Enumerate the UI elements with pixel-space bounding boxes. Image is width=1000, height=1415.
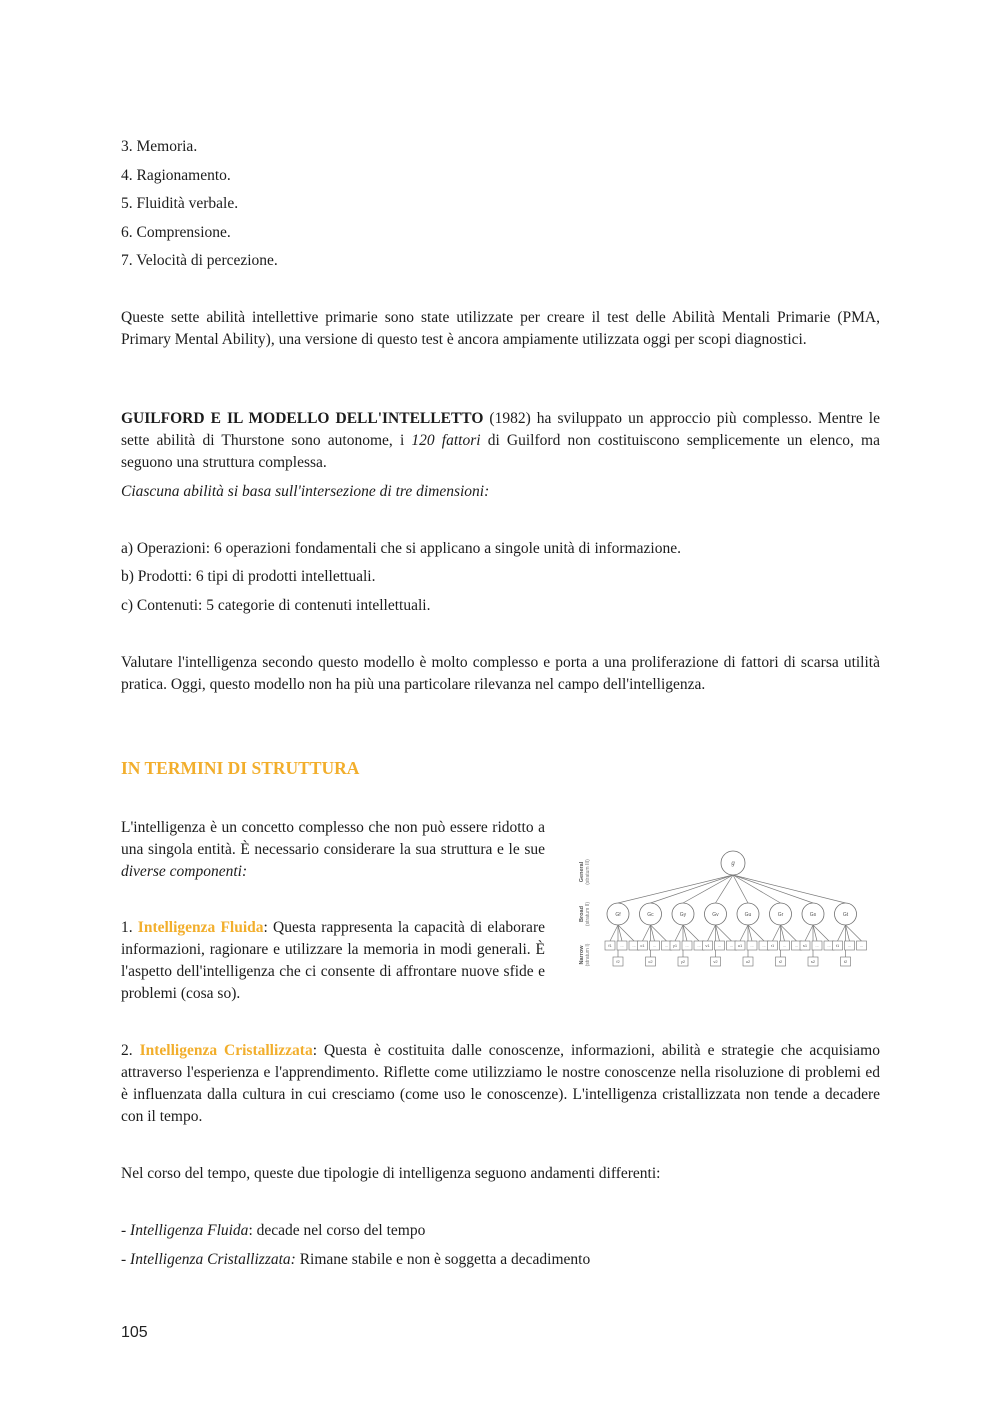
narrow-box-label: f2 (616, 959, 620, 964)
list-item: 4. Ragionamento. (121, 167, 231, 184)
dimension-item: c) Contenuti: 5 categorie di contenuti intellettuali. (121, 597, 431, 614)
narrow-box-label: ... (717, 943, 722, 948)
guilford-emphasis: 120 fattori (411, 432, 481, 449)
narrow-box-label: ... (697, 943, 701, 948)
narrow-box-label: ... (652, 943, 657, 948)
dimensions-intro: Ciascuna abilità si basa sull'intersezione di tre dimensioni: (121, 483, 490, 500)
edge-general-broad (716, 875, 734, 903)
narrow-box-label: ... (794, 943, 799, 948)
narrow-box-label: ... (782, 943, 787, 948)
crystallized-text: : Questa è costituita dalle conoscenze, informazioni, abilità e strategie che acquisiamo attraverso l'esperienza e l'apprendimento. Riflette come utilizziamo le nostre conoscenze nella risoluzione di problemi ed è influenzata dalla cultura in cui cresciamo (come uso le conoscenze). L'intelligenza cristallizzata non tende a decadere con il tempo. (121, 1042, 880, 1125)
list-item: 6. Comprensione. (121, 224, 231, 241)
crystallized-paragraph (121, 1040, 880, 1128)
structure-intro-text: L'intelligenza è un concetto complesso che non può essere ridotto a una singola entità. È necessario considerare la sua struttura e le sue (121, 819, 545, 858)
fluid-text: : Questa rappresenta la capacità di elaborare informazioni, ragionare e utilizzare la memoria in modi generali. È l'aspetto dell'intelligenza che ci consente di affrontare nuove sfide e problemi (cosa so). (121, 919, 545, 1002)
edge-general-broad (618, 875, 733, 903)
narrow-box-label: ... (729, 943, 734, 948)
edge-general-broad (683, 875, 733, 903)
trend-prefix: - (121, 1251, 131, 1268)
guilford-heading: GUILFORD E IL MODELLO DELL'INTELLETTO (121, 410, 484, 427)
crystallized-term: Intelligenza Cristallizzata (139, 1042, 313, 1059)
stratum-sub-broad: (stratum II) (585, 901, 591, 927)
narrow-box-label: r2 (778, 959, 783, 964)
guilford-paragraph (121, 408, 880, 474)
edge-broad-narrow (813, 925, 829, 941)
trend-prefix: - (121, 1222, 131, 1239)
broad-node-label: Gt (842, 912, 849, 918)
edge-broad-narrow (708, 925, 716, 941)
page-number: 105 (121, 1324, 148, 1341)
edge-broad-narrow (740, 925, 748, 941)
edge-broad-narrow (675, 925, 683, 941)
stratum-labels (579, 859, 591, 967)
edge-broad-narrow (781, 925, 797, 941)
broad-node-label: Gu (744, 912, 752, 918)
broad-node-label: Gr (777, 912, 784, 918)
section-heading: IN TERMINI DI STRUTTURA (121, 758, 360, 778)
chc-model-diagram (574, 842, 870, 978)
guilford-text-2: di Guilford non costituiscono semplicemente un elenco, ma seguono una struttura complessa. (121, 432, 880, 471)
dimension-item: a) Operazioni: 6 operazioni fondamentali che si applicano a singole unità di informazione. (121, 540, 681, 557)
broad-node-label: Gv (712, 912, 719, 918)
pma-paragraph: Queste sette abilità intellettive primarie sono state utilizzate per creare il test delle Abilità Mentali Primarie (PMA, Primary Mental Ability), una versione di questo test è ancora ampiamente utilizzata oggi per scopi diagnostici. (121, 309, 880, 348)
edge-broad-narrow (838, 925, 846, 941)
fluid-term: Intelligenza Fluida (137, 919, 264, 936)
list-item: 7. Velocità di percezione. (121, 252, 278, 269)
narrow-box-label: ... (664, 943, 669, 948)
narrow-box-label: v2 (713, 959, 718, 964)
fluid-paragraph (121, 917, 545, 1005)
trend-intro: Nel corso del tempo, queste due tipologie di intelligenza seguono andamenti differenti: (121, 1165, 661, 1182)
narrow-box-label: v1 (705, 943, 710, 948)
trend-text: Rimane stabile e non è soggetta a decadimento (295, 1251, 591, 1268)
narrow-box-label: ... (685, 943, 689, 948)
trend-label: Intelligenza Cristallizzata: (130, 1251, 296, 1268)
edge-broad-narrow (773, 925, 781, 941)
narrow-box-label: y2 (680, 959, 686, 964)
edge-broad-narrow (683, 925, 699, 941)
broad-node-label: Gc (647, 912, 654, 918)
narrow-box-label: ... (762, 943, 766, 948)
structure-intro-emphasis: diverse componenti: (121, 863, 248, 880)
narrow-box-label: u1 (737, 943, 743, 948)
edge-general-broad (733, 875, 846, 903)
narrow-box-label: t2 (843, 959, 848, 964)
trend-item-crystallized (121, 1249, 590, 1271)
crystallized-number: 2. (121, 1042, 140, 1059)
broad-node-label: Gf (615, 912, 621, 918)
general-node-label: g (731, 861, 735, 867)
narrow-box-label: t1 (835, 943, 840, 948)
broad-node-label: Gy (679, 912, 687, 918)
narrow-box-label: ... (847, 943, 852, 948)
fluid-number: 1. (121, 919, 138, 936)
narrow-box-label: ... (815, 943, 819, 948)
trend-text: : decade nel corso del tempo (248, 1222, 426, 1239)
dimension-item: b) Prodotti: 6 tipi di prodotti intellettuali. (121, 568, 376, 585)
broad-node-label: Gs (809, 912, 817, 918)
edge-general-broad (651, 875, 734, 903)
stratum-label-narrow: Narrow (579, 945, 585, 965)
stratum-label-broad: Broad (579, 906, 585, 922)
narrow-box-label: ... (750, 943, 754, 948)
edge-broad-narrow (846, 925, 862, 941)
stratum-sub-narrow: (stratum I) (585, 943, 591, 967)
stratum-label-general: General (579, 861, 585, 883)
edge-broad-narrow (618, 925, 634, 941)
narrow-box-label: ... (827, 943, 831, 948)
narrow-box-label: ... (859, 943, 864, 948)
edge-broad-narrow (748, 925, 764, 941)
narrow-box-label: ... (620, 943, 624, 948)
edge-broad-narrow (805, 925, 813, 941)
list-item: 5. Fluidità verbale. (121, 195, 239, 212)
trend-item-fluid (121, 1220, 425, 1242)
narrow-box-label: c1 (640, 943, 645, 948)
edge-broad-narrow (651, 925, 667, 941)
narrow-box-label: ... (632, 943, 636, 948)
edge-broad-narrow (716, 925, 732, 941)
trend-label: Intelligenza Fluida (130, 1222, 249, 1239)
stratum-sub-general: (stratum III) (585, 859, 591, 885)
narrow-box-label: y1 (672, 943, 678, 948)
edge-broad-narrow (643, 925, 651, 941)
narrow-box-label: f1 (608, 943, 612, 948)
narrow-box-label: r1 (770, 943, 775, 948)
narrow-box-label: s1 (802, 943, 808, 948)
evaluation-paragraph: Valutare l'intelligenza secondo questo modello è molto complesso e porta a una proliferazione di fattori di scarsa utilità pratica. Oggi, questo modello non ha più una particolare rilevanza nel campo dell'intelligenza. (121, 654, 880, 693)
guilford-text-1: (1982) ha sviluppato un approccio più complesso. Mentre le sette abilità di Thurstone sono autonome, i (121, 410, 880, 449)
edge-broad-narrow (610, 925, 618, 941)
structure-intro (121, 817, 545, 883)
narrow-box-label: s2 (810, 959, 816, 964)
list-item: 3. Memoria. (121, 138, 198, 155)
narrow-box-label: c2 (648, 959, 653, 964)
narrow-box-label: u2 (745, 959, 751, 964)
